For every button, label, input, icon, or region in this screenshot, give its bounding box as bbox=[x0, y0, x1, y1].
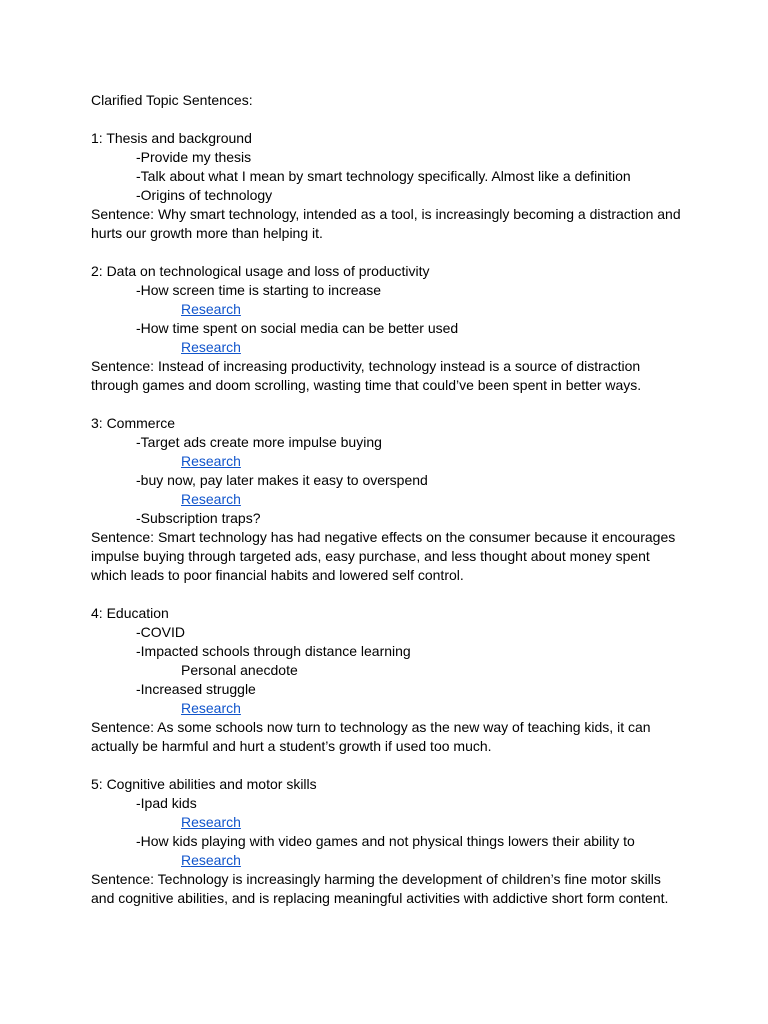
section-4-subitem: Personal anecdote bbox=[181, 662, 298, 678]
research-link[interactable]: Research bbox=[181, 339, 241, 355]
section-2-item-1: -How screen time is starting to increase bbox=[136, 282, 382, 298]
section-1-sentence: Sentence: Why smart technology, intended as a tool, is increasingly becoming a distraction and hurts our growth more than helping it. bbox=[91, 206, 681, 241]
section-3-item-1: -Target ads create more impulse buying bbox=[136, 434, 382, 450]
section-2-research-link-2-row bbox=[91, 338, 686, 357]
section-2-heading: 2: Data on technological usage and loss of productivity bbox=[91, 263, 430, 279]
section-4-item-3: -Increased struggle bbox=[136, 681, 256, 697]
blank-line bbox=[91, 585, 686, 604]
blank-line bbox=[91, 395, 686, 414]
section-3-item-3: -Subscription traps? bbox=[136, 510, 261, 526]
section-4-item-1: -COVID bbox=[136, 624, 185, 640]
research-link[interactable]: Research bbox=[181, 852, 241, 868]
blank-line bbox=[91, 756, 686, 775]
section-5-research-link-1-row bbox=[91, 813, 686, 832]
section-5-item-2: -How kids playing with video games and not physical things lowers their ability to bbox=[136, 833, 635, 849]
section-1-item-1: -Provide my thesis bbox=[136, 149, 252, 165]
section-1-heading: 1: Thesis and background bbox=[91, 130, 252, 146]
section-4-sentence: Sentence: As some schools now turn to technology as the new way of teaching kids, it can actually be harmful and hurt a student’s growth if used too much. bbox=[91, 719, 651, 754]
section-5-heading: 5: Cognitive abilities and motor skills bbox=[91, 776, 317, 792]
section-1-item-3: -Origins of technology bbox=[136, 187, 273, 203]
blank-line bbox=[91, 243, 686, 262]
document-title: Clarified Topic Sentences: bbox=[91, 92, 253, 108]
section-5-item-1: -Ipad kids bbox=[136, 795, 197, 811]
blank-line bbox=[91, 110, 686, 129]
research-link[interactable]: Research bbox=[181, 700, 241, 716]
section-3-research-link-2-row bbox=[91, 490, 686, 509]
section-4-heading: 4: Education bbox=[91, 605, 169, 621]
section-5-research-link-2-row bbox=[91, 851, 686, 870]
section-3-research-link-1-row bbox=[91, 452, 686, 471]
section-1-item-2: -Talk about what I mean by smart technology specifically. Almost like a definition bbox=[136, 168, 631, 184]
research-link[interactable]: Research bbox=[181, 491, 241, 507]
research-link[interactable]: Research bbox=[181, 814, 241, 830]
section-4-item-2: -Impacted schools through distance learning bbox=[136, 643, 411, 659]
section-4-research-link-1-row bbox=[91, 699, 686, 718]
section-2-research-link-1-row bbox=[91, 300, 686, 319]
section-5-sentence: Sentence: Technology is increasingly harming the development of children’s fine motor skills and cognitive abilities, and is replacing meaningful activities with addictive short form content. bbox=[91, 871, 669, 906]
section-3-item-2: -buy now, pay later makes it easy to overspend bbox=[136, 472, 428, 488]
research-link[interactable]: Research bbox=[181, 301, 241, 317]
research-link[interactable]: Research bbox=[181, 453, 241, 469]
section-2-item-2: -How time spent on social media can be better used bbox=[136, 320, 459, 336]
section-3-heading: 3: Commerce bbox=[91, 415, 176, 431]
document-body bbox=[91, 91, 686, 908]
section-2-sentence: Sentence: Instead of increasing productivity, technology instead is a source of distraction through games and doom scrolling, wasting time that could’ve been spent in better ways. bbox=[91, 358, 642, 393]
section-3-sentence: Sentence: Smart technology has had negative effects on the consumer because it encourages impulse buying through targeted ads, easy purchase, and less thought about money spent which leads to poor financial habits and lowered self control. bbox=[91, 529, 676, 583]
